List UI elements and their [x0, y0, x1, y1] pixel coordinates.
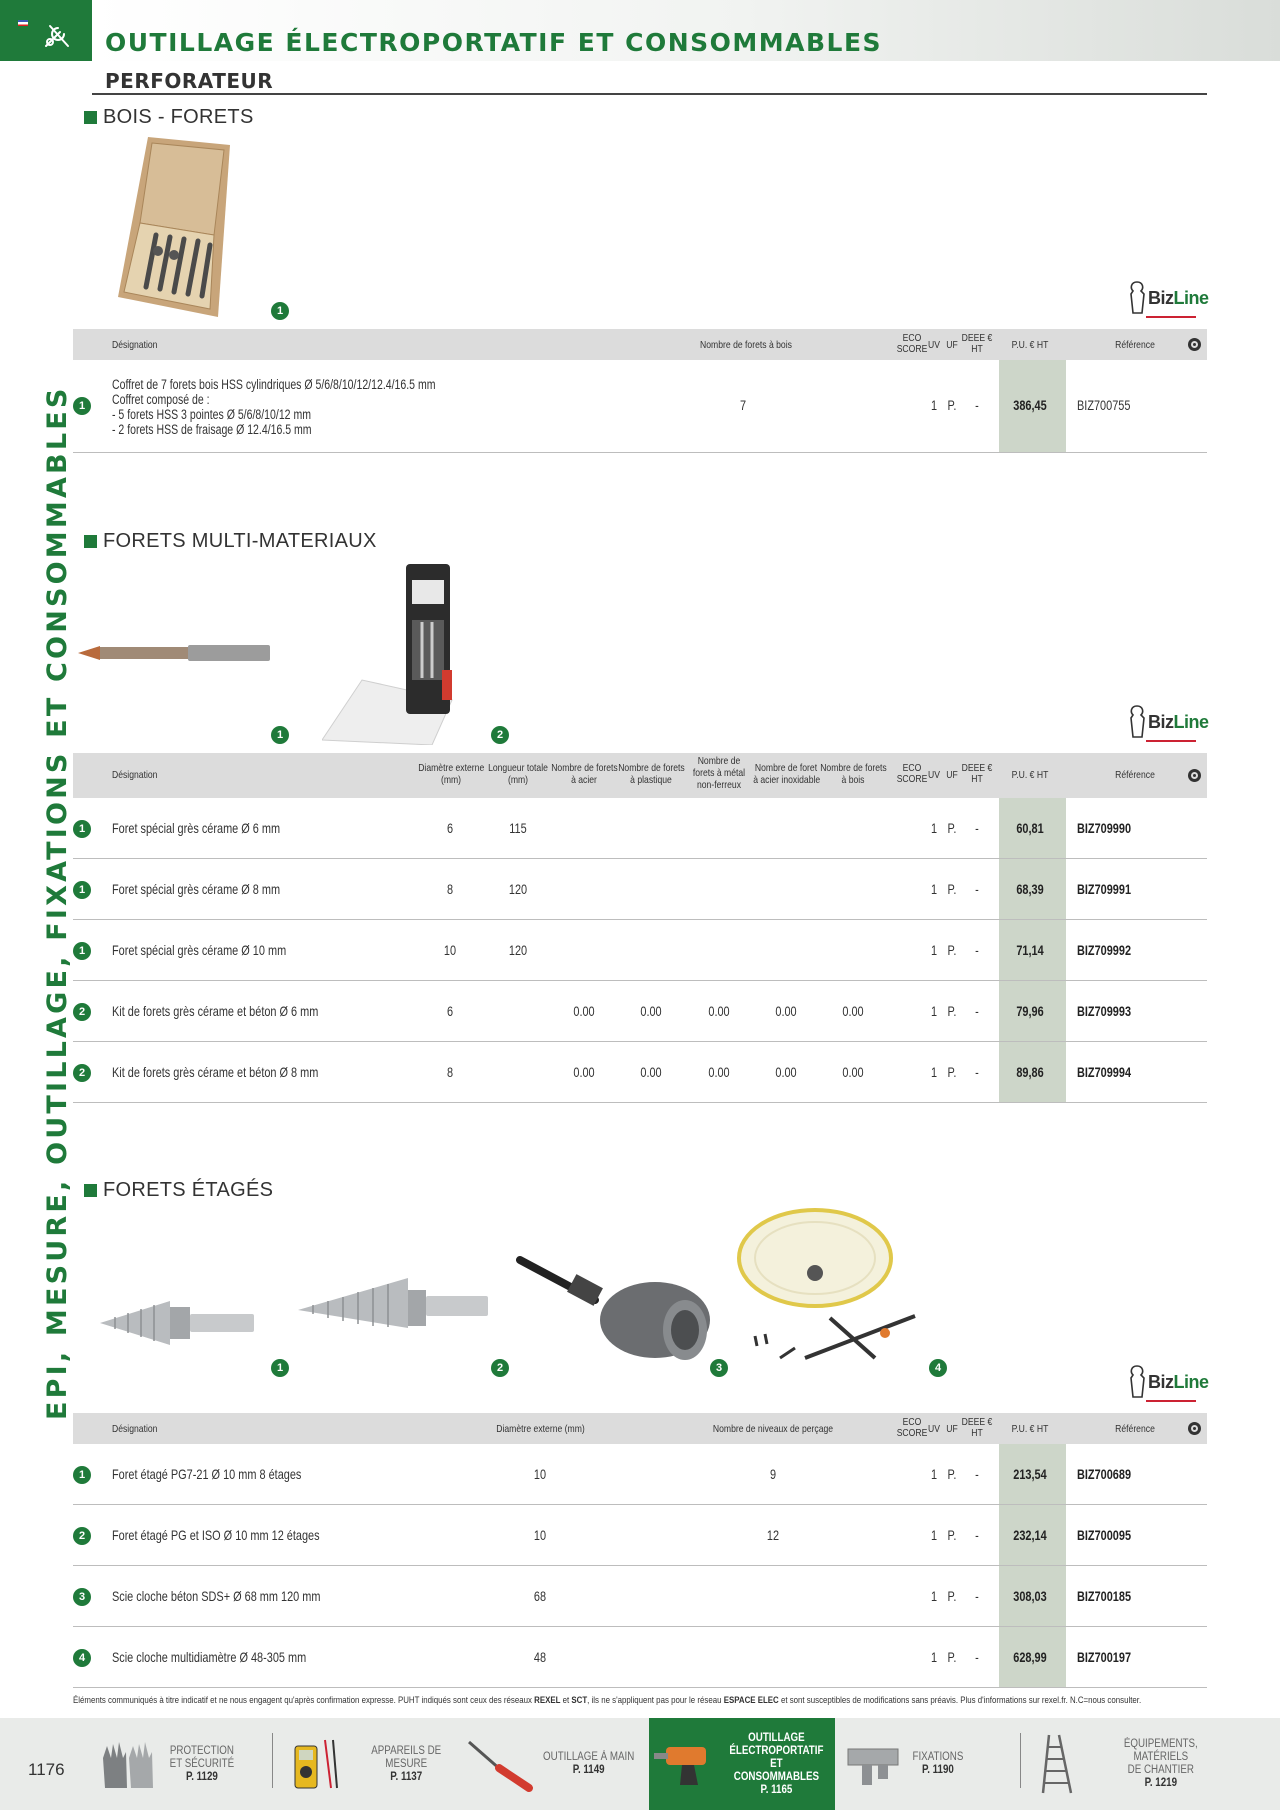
col-pu: P.U. € HT	[1011, 339, 1049, 351]
table-row	[73, 798, 1207, 859]
nav-page-ref: P. 1219	[1144, 1777, 1178, 1789]
brand-line: Line	[1173, 287, 1209, 308]
row-designation: Foret spécial grès cérame Ø 6 mm	[112, 820, 281, 836]
row-diametre: 6	[446, 1003, 454, 1019]
disclaimer-text: , ils ne s'appliquent pas pour le réseau	[587, 1695, 724, 1706]
row-nb-inox: 0.00	[775, 1064, 797, 1080]
row-price: 386,45	[1013, 397, 1047, 413]
col-designation: Désignation	[112, 1423, 158, 1435]
disclaimer-text: et sont susceptibles de modifications sans préavis. Plus d'informations sur rexel.fr. N.C=nous consulter.	[778, 1695, 1142, 1706]
section-bullet-icon	[84, 111, 97, 124]
designation-line: - 2 forets HSS de fraisage Ø 12.4/16.5 mm	[112, 422, 312, 437]
section-title-multi	[84, 530, 377, 553]
section-title-text: BOIS - FORETS	[103, 106, 254, 128]
table-row	[73, 1566, 1207, 1627]
product-badge-2: 2	[491, 726, 509, 744]
row-uv: 1	[930, 1649, 938, 1665]
french-flag-icon	[18, 20, 28, 26]
label-line: PROTECTION	[169, 1744, 234, 1757]
col-diametre-l2: (mm)	[440, 774, 462, 786]
row-price: 308,03	[1013, 1588, 1047, 1604]
bizline-mascot-icon	[1127, 704, 1147, 740]
ceramic-drill-bit-image	[78, 640, 273, 666]
table-row	[73, 1627, 1207, 1688]
tools-icon	[40, 18, 74, 52]
col-nb-metal-l3: non-ferreux	[696, 779, 742, 791]
footer-nav-label	[543, 1751, 634, 1777]
footer-divider	[1020, 1733, 1021, 1788]
drill-kit-pack-image	[322, 560, 472, 745]
row-reference[interactable]: BIZ700185	[1077, 1588, 1132, 1604]
wood-drill-box-image	[118, 137, 233, 321]
row-diametre: 8	[446, 1064, 454, 1080]
row-deee: -	[975, 1649, 979, 1665]
footer-nav-electroportatif[interactable]	[649, 1718, 835, 1810]
row-deee: -	[975, 1064, 979, 1080]
row-nb-niveaux: 12	[766, 1527, 780, 1543]
designation-line: Coffret de 7 forets bois HSS cylindriques Ø 5/6/8/10/12/12.4/16.5 mm	[112, 377, 436, 392]
col-deee: DEEE € HT	[961, 332, 993, 355]
row-nb-plastique: 0.00	[640, 1064, 662, 1080]
row-designation: Scie cloche béton SDS+ Ø 68 mm 120 mm	[112, 1588, 321, 1604]
footer-divider	[272, 1733, 273, 1788]
label-line: FIXATIONS	[912, 1751, 964, 1763]
col-nb-niveaux: Nombre de niveaux de perçage	[712, 1423, 834, 1435]
bizline-logo	[1127, 280, 1209, 316]
row-deee: -	[975, 1527, 979, 1543]
footer-nav-outillage-main[interactable]	[465, 1718, 645, 1810]
label-line: DE CHANTIER	[1128, 1764, 1195, 1776]
header-divider	[92, 93, 1207, 95]
row-badge: 4	[73, 1649, 91, 1667]
gloves-icon	[94, 1733, 164, 1795]
table-row	[73, 920, 1207, 981]
col-nb-bois	[820, 762, 886, 786]
row-nb-bois: 0.00	[842, 1003, 864, 1019]
bizline-logo	[1127, 704, 1209, 740]
row-longueur: 115	[509, 820, 527, 836]
designation-line: Coffret composé de :	[112, 392, 210, 407]
label-line: APPAREILS DE MESURE	[370, 1744, 441, 1770]
table-row	[73, 859, 1207, 920]
product-badge-1: 1	[271, 1359, 289, 1377]
row-nb-bois: 0.00	[842, 1064, 864, 1080]
row-designation: Foret étagé PG7-21 Ø 10 mm 8 étages	[112, 1466, 302, 1482]
label-line: ET CONSOMMABLES	[733, 1757, 820, 1783]
footer-nav-protection[interactable]	[94, 1718, 269, 1810]
row-badge: 2	[73, 1003, 91, 1021]
row-nb-niveaux: 9	[769, 1466, 777, 1482]
footer-nav-chantier[interactable]	[1030, 1718, 1230, 1810]
row-longueur: 120	[508, 942, 528, 958]
brand-underline	[1146, 316, 1196, 318]
row-uv: 1	[930, 881, 938, 897]
col-nb-plastique	[618, 762, 684, 786]
row-uv: 1	[930, 1466, 938, 1482]
col-nb-bois-l2: à bois	[841, 774, 865, 786]
label-line: ÉQUIPEMENTS, MATÉRIELS	[1124, 1738, 1199, 1763]
row-price: 213,54	[1013, 1466, 1047, 1482]
product-badge-2: 2	[491, 1359, 509, 1377]
row-reference[interactable]: BIZ700197	[1077, 1649, 1132, 1665]
brand-line: Line	[1173, 711, 1209, 732]
row-nb-inox: 0.00	[775, 1003, 797, 1019]
col-nb-metal-l1: Nombre de	[697, 755, 741, 767]
row-deee: -	[975, 820, 979, 836]
row-reference[interactable]: BIZ709994	[1077, 1064, 1132, 1080]
row-uf: P.	[947, 397, 957, 413]
col-diametre	[418, 762, 484, 786]
row-uf: P.	[947, 1003, 957, 1019]
row-nb-acier: 0.00	[573, 1003, 595, 1019]
row-nb-metal: 0.00	[708, 1003, 730, 1019]
col-nb-bois-l1: Nombre de forets	[820, 762, 887, 774]
row-price: 71,14	[1016, 942, 1044, 958]
nav-page-ref: P. 1149	[572, 1764, 605, 1776]
row-uf: P.	[947, 1649, 957, 1665]
core-drill-bit-image	[515, 1250, 710, 1360]
bizline-mascot-icon	[1127, 1364, 1147, 1400]
row-deee: -	[975, 942, 979, 958]
row-uv: 1	[930, 1527, 938, 1543]
ladder-icon	[1030, 1733, 1092, 1795]
page-number: 1176	[28, 1760, 65, 1779]
col-nb-inox-l1: Nombre de foret	[754, 762, 818, 774]
row-designation: Foret spécial grès cérame Ø 10 mm	[112, 942, 287, 958]
product-badge-3: 3	[710, 1359, 728, 1377]
col-diametre: Diamètre externe (mm)	[496, 1423, 585, 1435]
row-badge: 2	[73, 1527, 91, 1545]
table-row	[73, 1042, 1207, 1103]
row-uf: P.	[947, 820, 957, 836]
row-deee: -	[975, 1466, 979, 1482]
col-nb-inox	[753, 762, 819, 786]
table-row	[73, 981, 1207, 1042]
bizline-logo	[1127, 1364, 1209, 1400]
row-reference[interactable]: BIZ709991	[1077, 881, 1132, 897]
col-designation: Désignation	[112, 339, 158, 351]
disclaimer-text: Éléments communiqués à titre indicatif et ne nous engagent qu'après confirmation expresse. PUHT indiqués sont ceux des réseaux	[73, 1695, 535, 1706]
brand-line: Line	[1173, 1371, 1209, 1392]
row-badge: 1	[73, 942, 91, 960]
section-bullet-icon	[84, 535, 97, 548]
col-nb-bois: Nombre de forets à bois	[700, 339, 792, 351]
nav-page-ref: P. 1190	[921, 1764, 954, 1776]
disclaimer-network: ESPACE ELEC	[723, 1695, 779, 1706]
row-price: 232,14	[1013, 1527, 1047, 1543]
nav-page-ref: P. 1129	[185, 1770, 218, 1783]
label-line: OUTILLAGE À MAIN	[543, 1751, 635, 1763]
footer-nav-mesure[interactable]	[285, 1718, 465, 1810]
col-uv: UV	[928, 769, 940, 781]
row-price: 60,81	[1016, 820, 1044, 836]
col-pu: P.U. € HT	[1011, 1423, 1049, 1435]
row-diametre: 68	[533, 1588, 547, 1604]
screwdriver-icon	[465, 1733, 535, 1795]
row-diametre: 10	[533, 1527, 547, 1543]
table-header-multi	[73, 753, 1207, 798]
row-reference[interactable]: BIZ700689	[1077, 1466, 1132, 1482]
row-uf: P.	[947, 1466, 957, 1482]
row-designation: Foret étagé PG et ISO Ø 10 mm 12 étages	[112, 1527, 320, 1543]
brand-underline	[1146, 1400, 1196, 1402]
row-diametre: 10	[533, 1466, 547, 1482]
row-badge: 1	[73, 881, 91, 899]
col-eco-score: ECO SCORE	[896, 332, 928, 355]
row-badge: 1	[73, 1466, 91, 1484]
table-header-etages	[73, 1413, 1207, 1444]
col-uv: UV	[928, 1423, 940, 1435]
settings-icon[interactable]	[1188, 769, 1201, 782]
row-uv: 1	[930, 1003, 938, 1019]
section-bullet-icon	[84, 1184, 97, 1197]
row-uf: P.	[947, 1527, 957, 1543]
table-row	[73, 1444, 1207, 1505]
brand-biz: Biz	[1148, 1371, 1174, 1392]
row-uf: P.	[947, 942, 957, 958]
row-reference[interactable]: BIZ709992	[1077, 942, 1132, 958]
category-icon-block	[0, 0, 92, 61]
row-price: 79,96	[1016, 1003, 1044, 1019]
col-diametre-l1: Diamètre externe	[418, 762, 485, 774]
row-diametre: 10	[443, 942, 457, 958]
label-line: OUTILLAGE	[748, 1731, 805, 1744]
col-nb-metal-l2: forets à métal	[692, 767, 746, 779]
page-title: OUTILLAGE ÉLECTROPORTATIF ET CONSOMMABLES	[105, 28, 883, 57]
product-badge-4: 4	[929, 1359, 947, 1377]
row-uv: 1	[930, 820, 938, 836]
col-reference: Référence	[1115, 769, 1155, 781]
footer-nav-label	[912, 1751, 963, 1777]
row-uv: 1	[930, 397, 938, 413]
row-uf: P.	[947, 1064, 957, 1080]
brand-underline	[1146, 740, 1196, 742]
row-nb-metal: 0.00	[708, 1064, 730, 1080]
col-nb-plastique-l1: Nombre de forets	[618, 762, 685, 774]
page-subtitle: PERFORATEUR	[105, 69, 274, 93]
row-badge: 3	[73, 1588, 91, 1606]
row-diametre: 8	[446, 881, 454, 897]
col-nb-inox-l2: à acier inoxidable	[753, 774, 821, 786]
row-nb-acier: 0.00	[573, 1064, 595, 1080]
col-reference: Référence	[1115, 1423, 1155, 1435]
bizline-mascot-icon	[1127, 280, 1147, 316]
row-badge: 1	[73, 397, 91, 415]
col-reference: Référence	[1115, 339, 1155, 351]
section-title-text: FORETS MULTI-MATERIAUX	[103, 530, 377, 552]
col-uf: UF	[946, 769, 958, 781]
col-eco-score: ECO SCORE	[896, 762, 928, 785]
label-line: ET SÉCURITÉ	[169, 1757, 235, 1770]
col-uf: UF	[946, 1423, 958, 1435]
col-eco-score: ECO SCORE	[896, 1416, 928, 1439]
row-reference[interactable]: BIZ709993	[1077, 1003, 1132, 1019]
row-longueur: 120	[508, 881, 528, 897]
row-badge: 1	[73, 820, 91, 838]
designation-line: - 5 forets HSS 3 pointes Ø 5/6/8/10/12 mm	[112, 407, 311, 422]
col-pu: P.U. € HT	[1011, 769, 1049, 781]
row-deee: -	[975, 881, 979, 897]
nav-page-ref: P. 1137	[389, 1770, 422, 1783]
multi-diameter-hole-saw-image	[735, 1208, 935, 1373]
row-nb-plastique: 0.00	[640, 1003, 662, 1019]
row-price: 628,99	[1013, 1649, 1047, 1665]
section-title-text: FORETS ÉTAGÉS	[103, 1179, 274, 1201]
row-deee: -	[975, 1588, 979, 1604]
col-deee: DEEE € HT	[961, 1416, 993, 1439]
footer-nav-fixations[interactable]	[838, 1718, 1018, 1810]
row-deee: -	[975, 1003, 979, 1019]
row-diametre: 6	[446, 820, 454, 836]
side-category-text: EPI, MESURE, OUTILLAGE, FIXATIONS ET CONSOMMABLES	[42, 385, 73, 1420]
disclaimer-network: REXEL	[534, 1695, 561, 1706]
row-designation	[112, 377, 435, 437]
row-nb-bois: 7	[739, 397, 747, 413]
disclaimer-network: SCT	[571, 1695, 588, 1706]
col-nb-acier-l1: Nombre de forets	[551, 762, 618, 774]
power-drill-icon	[649, 1733, 718, 1795]
col-designation: Désignation	[112, 769, 158, 781]
settings-icon[interactable]	[1188, 1422, 1201, 1435]
row-price: 89,86	[1016, 1064, 1044, 1080]
table-header-bois	[73, 329, 1207, 360]
table-row	[73, 360, 1207, 453]
col-deee: DEEE € HT	[961, 762, 993, 785]
col-nb-acier-l2: à acier	[571, 774, 597, 786]
disclaimer-text: et	[560, 1695, 572, 1706]
row-price: 68,39	[1016, 881, 1044, 897]
step-drill-small-image	[100, 1295, 255, 1350]
row-diametre: 48	[533, 1649, 547, 1665]
col-uf: UF	[946, 339, 958, 351]
multimeter-icon	[285, 1733, 347, 1795]
col-uv: UV	[928, 339, 940, 351]
brand-biz: Biz	[1148, 287, 1174, 308]
section-title-etages	[84, 1179, 273, 1202]
row-uv: 1	[930, 1588, 938, 1604]
col-nb-plastique-l2: à plastique	[630, 774, 672, 786]
row-reference[interactable]: BIZ700095	[1077, 1527, 1132, 1543]
footer-nav-label	[727, 1732, 826, 1797]
row-deee: -	[975, 397, 979, 413]
table-row	[73, 1505, 1207, 1566]
step-drill-large-image	[298, 1272, 490, 1332]
row-designation: Foret spécial grès cérame Ø 8 mm	[112, 881, 281, 897]
row-uv: 1	[930, 942, 938, 958]
col-nb-acier	[551, 762, 617, 786]
settings-icon[interactable]	[1188, 338, 1201, 351]
row-designation: Kit de forets grès cérame et béton Ø 6 mm	[112, 1003, 319, 1019]
col-longueur-l1: Longueur totale	[488, 762, 548, 774]
row-uf: P.	[947, 881, 957, 897]
brand-biz: Biz	[1148, 711, 1174, 732]
row-designation: Kit de forets grès cérame et béton Ø 8 mm	[112, 1064, 319, 1080]
row-badge: 2	[73, 1064, 91, 1082]
label-line: ÉLECTROPORTATIF	[729, 1744, 824, 1757]
footer-nav-label	[355, 1745, 456, 1784]
col-longueur	[485, 762, 551, 786]
footer-nav-label	[170, 1745, 234, 1784]
legal-disclaimer	[73, 1695, 1142, 1706]
section-title-bois	[84, 106, 254, 129]
footer-nav-label	[1103, 1738, 1220, 1790]
product-badge-1: 1	[271, 726, 289, 744]
row-reference[interactable]: BIZ700755	[1077, 397, 1131, 413]
col-longueur-l2: (mm)	[507, 774, 529, 786]
fixings-icon	[838, 1733, 908, 1795]
row-uv: 1	[930, 1064, 938, 1080]
row-reference[interactable]: BIZ709990	[1077, 820, 1132, 836]
product-badge-1: 1	[271, 302, 289, 320]
nav-page-ref: P. 1165	[760, 1783, 793, 1796]
col-nb-metal	[686, 755, 752, 791]
row-designation: Scie cloche multidiamètre Ø 48-305 mm	[112, 1649, 307, 1665]
row-uf: P.	[947, 1588, 957, 1604]
